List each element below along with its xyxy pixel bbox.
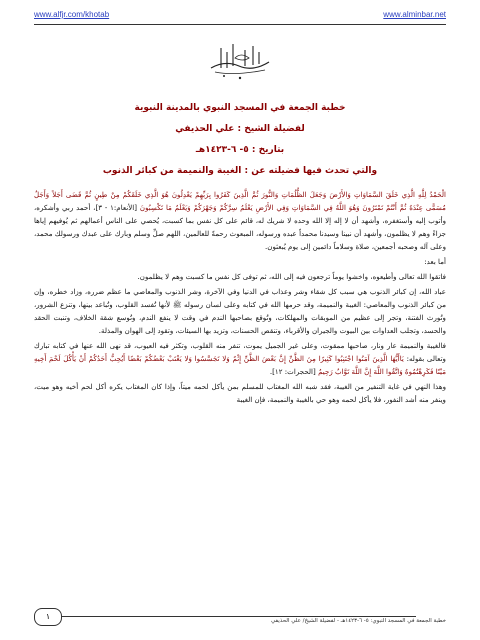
paragraph-text: [الأنعام:١ - ٣]، أحمد ربي وأشكره، وأتوب إليه وأستغفره، وأشهد أن لا إله إلا الله وحده لا شريك له، قائم على كل نفس بما كسبت، يُحصي على الناس أعمالهم ثم يُوفيهم إياها جزاءً وهم لا يظلمون، وأشهد أن نبينا وسيدنا محمداً عبده ورسوله، المبعوث رحمةً للعالمين، اللهم صلِّ وسلم وبارك على عبدك ورسولك محمد، وعلى آله وصحبه أجمعين، صلاة وسلاماً دائمين إلى يوم يُبعثون. [34,203,446,251]
paragraph-taqwa: فاتقوا الله تعالى وأطيعوه، واخشوا يوماً ترجعون فيه إلى الله، ثم توفى كل نفس ما كسبت وهم لا يظلمون. [137,272,446,281]
footer-text: خطبة الجمعة في المسجد النبوي: ٥- ٦-١٤٢٣هـ - لفضيلة الشيخ/ علي الحذيفي [270,618,446,624]
sermon-body [34,188,446,408]
title-line-1: خطبة الجمعة في المسجد النبوي بالمدينة النبوية [134,103,346,113]
header-url-alminbar[interactable]: www.alminbar.net [383,10,446,19]
paragraph-amma-baad: أما بعد: [424,257,446,266]
sermon-titles [40,98,440,182]
title-line-4: والتي تحدث فيها فضيلته عن : الغيبة والنميمة من كبائر الذنوب [102,166,378,176]
basmala-calligraphy-icon [205,38,275,82]
paragraph-kabair: عباد الله، إن كبائر الذنوب هي سبب كل شقاء وشر وعذاب في الدنيا وفي الآخرة، وشر الذنوب والمعاصي ما عظم ضرره، وزاد خطره، وإن من كبائر الذنوب والمعاصي: الغيبة والنميمة، وقد حرمها الله في كتابه وعلى لسان رسوله ﷺ لأنها تُفسد القلوب، وتُباعد بينها، وتنزع الشرور، وتُورث الفتنة، وتجر إلى عظيم من الموبقات والمهلكات، وتُوقع بصاحبها الندم في وقت لا ينفع الندم، وتُوسع شقة الخلاف، وتنبت الحقد والحسد، وتجلب العداوات بين البيوت والجيران والأقرباء، وتنقص الحسنات، وتزيد بها السيئات، وتقود إلى الهوان والمذلة. [34,287,446,335]
header-rule [34,24,446,25]
paragraph-text: فالغيبة والنميمة عار ونار، صاحبها ممقوت، وعلى غير الجميل يموت، تنفر منه القلوب، وتكثر فيه العيوب، قد نهى الله عنها في كتابه تبارك وتعالى بقوله: [34,341,446,363]
title-line-3: بتاريخ : ٥- ٦-١٤٢٣هـ [195,145,285,155]
header-url-khotab[interactable]: www.alfjr.com/khotab [34,10,110,19]
verse-reference: [الحجرات: ١٢]. [269,367,316,376]
paragraph-ghiba [34,339,446,378]
footer-rule [34,616,416,617]
page-number: ١ [34,608,62,626]
quran-verse: يَاأَيُّهَا الَّذِينَ آمَنُوا اجْتَنِبُوا كَثِيرًا مِنَ الظَّنِّ إِنَّ بَعْضَ الظَّنِّ إِثْمٌ وَلا تَجَسَّسُوا وَلا يَغْتَبْ بَعْضُكُمْ بَعْضًا أَيُحِبُّ أَحَدُكُمْ أَنْ يَأْكُلَ لَحْمَ أَخِيهِ مَيْتًا فَكَرِهْتُمُوهُ وَاتَّقُوا اللَّهَ إِنَّ اللَّهَ تَوَّابٌ رَحِيمٌ [34,354,446,376]
paragraph-opening [34,188,446,253]
page-footer [34,608,446,626]
paragraph-nahy: وهذا النهي في غاية التنفير من الغيبة، فقد شبه الله المغتاب للمسلم بمن يأكل لحمه ميتاً، وإذا كان المغتاب يكره أكل لحم أخيه وهو ميت، وينفر منه أشد النفور، فلا يأكل لحمه وهو حي بالغيبة والنميمة، فإن الغيبة [34,382,446,404]
quran-verse: الْحَمْدُ لِلَّهِ الَّذِي خَلَقَ السَّمَاوَاتِ وَالأَرْضَ وَجَعَلَ الظُّلُمَاتِ وَالنُّورَ ثُمَّ الَّذِينَ كَفَرُوا بِرَبِّهِمْ يَعْدِلُونَ هُوَ الَّذِي خَلَقَكُمْ مِنْ طِينٍ ثُمَّ قَضَى أَجَلاً وَأَجَلٌ مُسَمًّى عِنْدَهُ ثُمَّ أَنْتُمْ تَمْتَرُونَ وَهُوَ اللَّهُ فِي السَّمَاوَاتِ وَفِي الأَرْضِ يَعْلَمُ سِرَّكُمْ وَجَهْرَكُمْ وَيَعْلَمُ مَا تَكْسِبُونَ [34,190,446,212]
title-line-2: لفضيلة الشيخ : علي الحذيفي [175,124,305,134]
